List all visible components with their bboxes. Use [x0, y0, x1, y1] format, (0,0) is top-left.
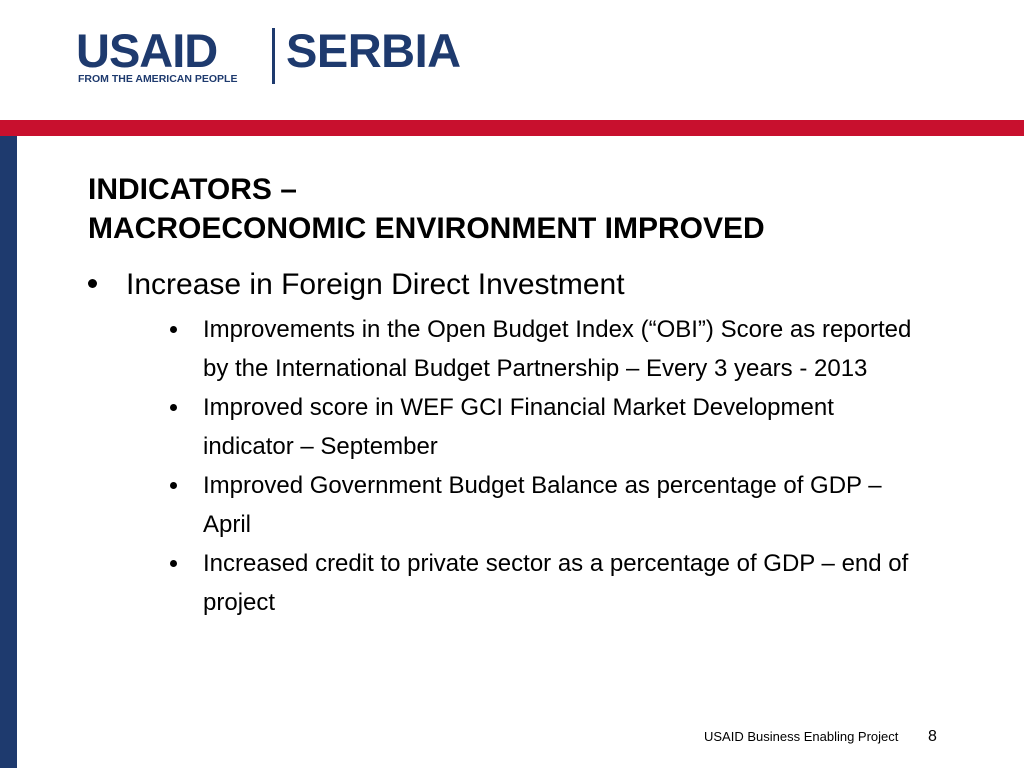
logo-country: SERBIA [286, 24, 461, 77]
sub-bullet-text: Improvements in the Open Budget Index (“OBI”) Score as reported by the International Budget Partnership – Every 3 years - 2013 [203, 316, 912, 382]
sub-bullet-text: Improved Government Budget Balance as percentage of GDP – April [203, 472, 882, 538]
bullet-text: Increase in Foreign Direct Investment [126, 268, 625, 301]
page-number: 8 [928, 728, 937, 745]
sub-bullet-icon [170, 326, 177, 333]
sub-bullet-list [170, 310, 930, 622]
sub-bullet-icon [170, 404, 177, 411]
sub-bullet-icon [170, 560, 177, 567]
sub-bullet-icon [170, 482, 177, 489]
slide-title [88, 170, 765, 248]
bullet-icon [88, 279, 97, 288]
logo-divider [272, 28, 275, 84]
sub-bullet-item [170, 544, 930, 622]
title-line-1: INDICATORS – [88, 173, 297, 206]
logo-brand: USAID [76, 24, 218, 77]
header-red-band [0, 120, 1024, 136]
sub-bullet-item [170, 388, 930, 466]
sub-bullet-item [170, 310, 930, 388]
sub-bullet-text: Improved score in WEF GCI Financial Market Development indicator – September [203, 394, 834, 460]
logo-tagline: FROM THE AMERICAN PEOPLE [78, 73, 238, 85]
footer-text: USAID Business Enabling Project [704, 729, 899, 744]
bullet-item [88, 264, 948, 622]
left-blue-bar [0, 136, 17, 768]
title-line-2: MACROECONOMIC ENVIRONMENT IMPROVED [88, 212, 765, 245]
sub-bullet-text: Increased credit to private sector as a percentage of GDP – end of project [203, 550, 909, 616]
bullet-list [88, 264, 948, 622]
sub-bullet-item [170, 466, 930, 544]
